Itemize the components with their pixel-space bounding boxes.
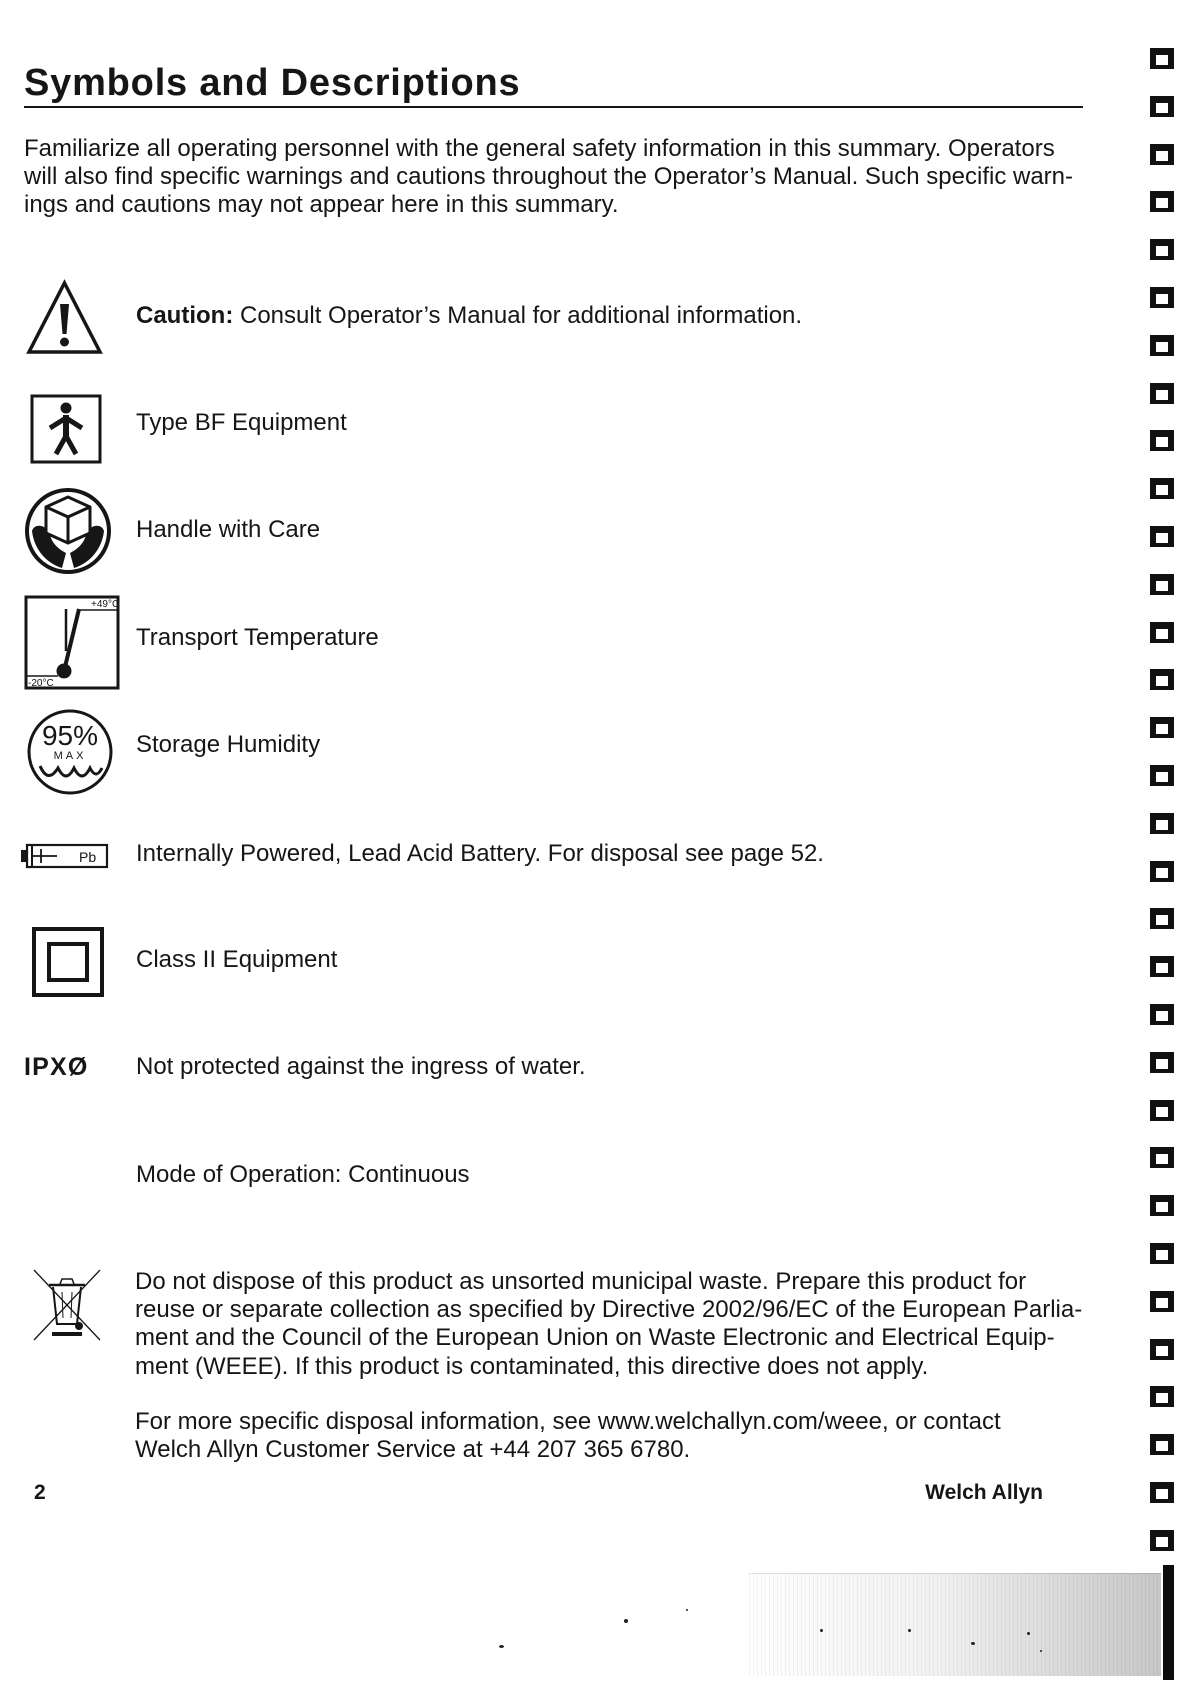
binding-hole: [1150, 908, 1174, 929]
binding-hole: [1150, 1100, 1174, 1121]
binding-hole: [1150, 1195, 1174, 1216]
caution-description: [136, 302, 802, 330]
binding-hole: [1150, 1339, 1174, 1360]
storage-humidity-description: Storage Humidity: [136, 731, 321, 758]
scan-speck: [499, 1645, 504, 1648]
binding-hole: [1150, 765, 1174, 786]
binding-hole: [1150, 478, 1174, 499]
type-bf-description: Type BF Equipment: [136, 409, 347, 436]
binding-hole: [1150, 1386, 1174, 1407]
binding-hole: [1150, 1243, 1174, 1264]
binding-hole: [1150, 239, 1174, 260]
intro-line: will also find specific warnings and cautions throughout the Operator’s Manual. Such specific warn-: [24, 162, 1073, 190]
ip-rating-description: Not protected against the ingress of water.: [136, 1053, 586, 1080]
binding-hole: [1150, 96, 1174, 117]
caution-label: Caution:: [136, 302, 234, 329]
footer-brand: Welch Allyn: [925, 1481, 1043, 1504]
thermometer-limits-icon: [24, 595, 120, 690]
disposal-info-paragraph: [135, 1408, 1001, 1464]
binding-hole: [1150, 861, 1174, 882]
title-underline: [24, 106, 1083, 108]
scan-speck: [624, 1619, 628, 1623]
binding-hole: [1150, 1530, 1174, 1551]
binding-hole: [1150, 717, 1174, 738]
type-bf-person-icon: [30, 394, 102, 464]
transport-temperature-description: Transport Temperature: [136, 624, 379, 651]
binding-hole: [1150, 287, 1174, 308]
binding-hole: [1150, 1052, 1174, 1073]
binding-hole: [1150, 526, 1174, 547]
binding-hole: [1150, 144, 1174, 165]
scan-speck: [1040, 1650, 1042, 1652]
intro-line: ings and cautions may not appear here in this summary.: [24, 190, 619, 218]
scan-speck: [1027, 1632, 1030, 1635]
class-ii-description: Class II Equipment: [136, 946, 338, 973]
scan-speck: [971, 1642, 975, 1645]
binding-hole: [1150, 669, 1174, 690]
humidity-value-label: 95%: [41, 720, 99, 751]
binding-hole: [1150, 430, 1174, 451]
binding-hole: [1150, 1147, 1174, 1168]
intro-line: Familiarize all operating personnel with the general safety information in this summary. Operators: [24, 135, 1055, 162]
intro-paragraph: [24, 135, 1073, 219]
double-square-icon: [32, 927, 104, 997]
temperature-min-label: -20°C: [28, 678, 54, 689]
binding-hole: [1150, 383, 1174, 404]
binding-hole: [1150, 956, 1174, 977]
battery-chem-label: Pb: [79, 849, 97, 865]
scan-edge-bar: [1163, 1565, 1174, 1680]
scan-speck: [820, 1629, 823, 1632]
page-number: 2: [34, 1481, 46, 1504]
disposal-info-line: Welch Allyn Customer Service at +44 207 365 6780.: [135, 1436, 691, 1464]
binding-hole: [1150, 1004, 1174, 1025]
ip-rating-label: IPXØ: [24, 1053, 89, 1081]
binding-hole: [1150, 48, 1174, 69]
binding-hole: [1150, 1434, 1174, 1455]
weee-line: ment (WEEE). If this product is contaminated, this directive does not apply.: [135, 1352, 929, 1380]
page-title: Symbols and Descriptions: [24, 62, 521, 104]
weee-line: reuse or separate collection as specified by Directive 2002/96/EC of the European Parlia-: [135, 1296, 1083, 1324]
temperature-max-label: +49°C: [91, 599, 120, 610]
binding-hole: [1150, 813, 1174, 834]
binding-hole: [1150, 335, 1174, 356]
crossed-out-bin-icon: [32, 1268, 102, 1343]
spiral-binding: [1150, 0, 1176, 1560]
weee-line: Do not dispose of this product as unsorted municipal waste. Prepare this product for: [135, 1268, 1027, 1295]
scan-speck: [686, 1609, 688, 1611]
weee-line: ment and the Council of the European Union on Waste Electronic and Electrical Equip-: [135, 1324, 1055, 1352]
binding-hole: [1150, 1482, 1174, 1503]
humidity-max-label: MAX: [53, 750, 87, 762]
weee-paragraph: [135, 1268, 1082, 1381]
binding-hole: [1150, 574, 1174, 595]
binding-hole: [1150, 1291, 1174, 1312]
scan-speck: [908, 1629, 911, 1632]
caution-triangle-icon: [26, 280, 103, 355]
binding-hole: [1150, 622, 1174, 643]
binding-hole: [1150, 191, 1174, 212]
disposal-info-line: For more specific disposal information, see www.welchallyn.com/weee, or contact: [135, 1408, 1001, 1435]
caution-text: Consult Operator’s Manual for additional information.: [239, 302, 803, 329]
handle-with-care-description: Handle with Care: [136, 516, 321, 543]
handle-with-care-icon: [24, 487, 112, 575]
battery-description: Internally Powered, Lead Acid Battery. For disposal see page 52.: [136, 840, 824, 867]
mode-of-operation: Mode of Operation: Continuous: [136, 1161, 470, 1188]
humidity-limit-icon: [26, 706, 114, 797]
scan-shadow: [749, 1573, 1161, 1676]
battery-icon: [21, 843, 110, 869]
